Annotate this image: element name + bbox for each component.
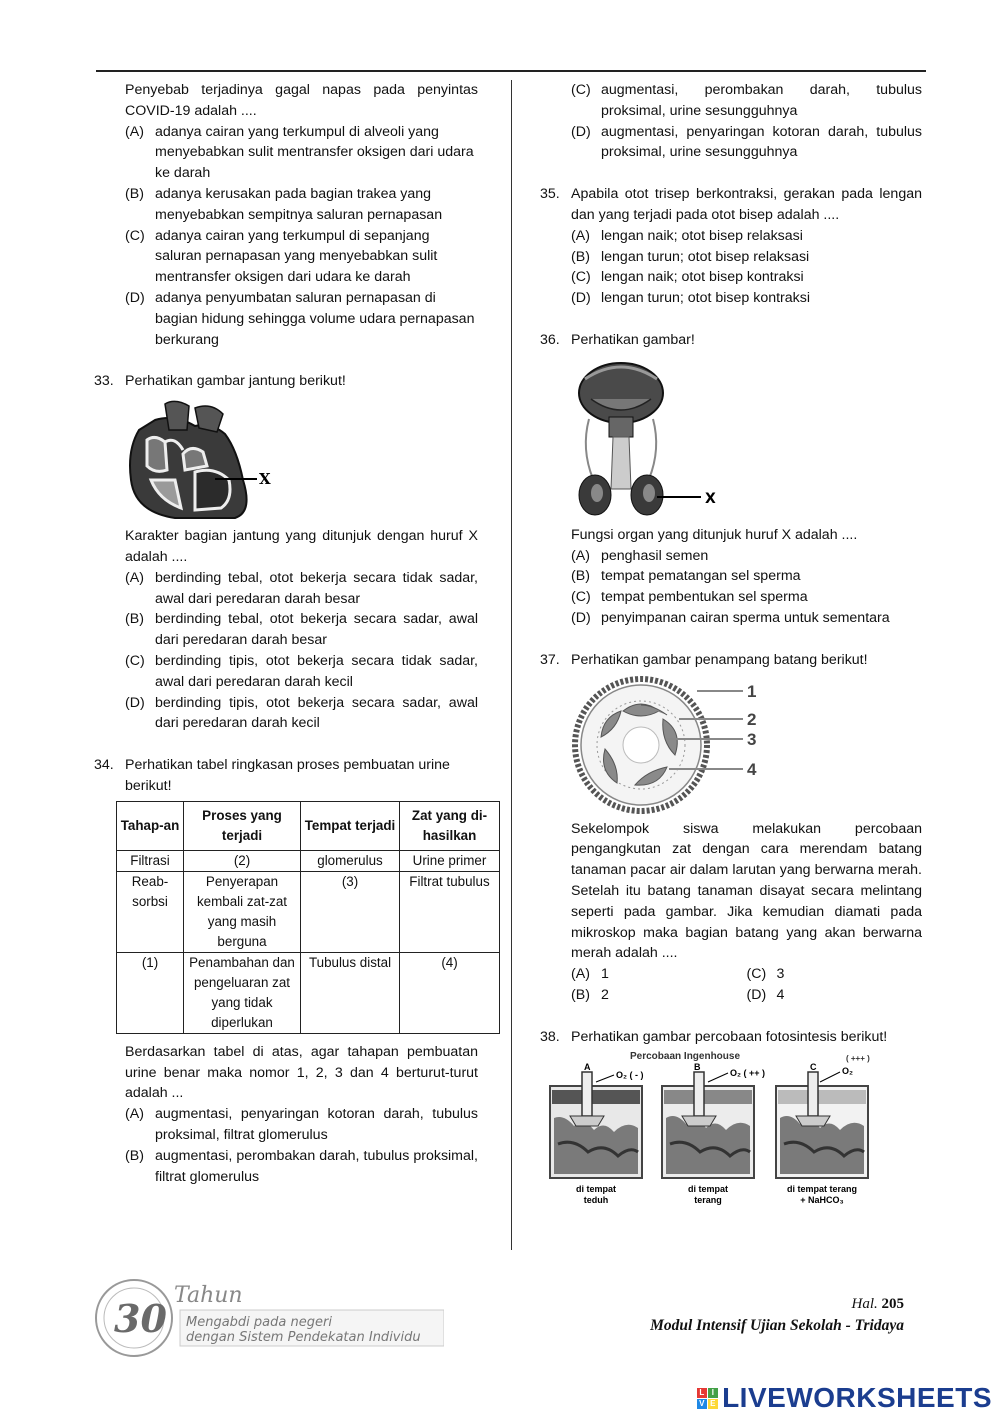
q37-stem: Perhatikan gambar penampang batang berikut! <box>571 651 868 668</box>
q37-option-c[interactable]: (C) 3 <box>746 966 785 983</box>
module-title: Modul Intensif Ujian Sekolah - Tridaya <box>650 1317 904 1334</box>
svg-text:A: A <box>584 1061 591 1072</box>
beaker-c-o2-level: ( +++ ) <box>846 1053 870 1063</box>
svg-text:O₂: O₂ <box>842 1065 853 1076</box>
table-header: Tempat terjadi <box>301 801 400 850</box>
q34-stem: Perhatikan tabel ringkasan proses pembuatan urine berikut! <box>125 757 450 794</box>
table-cell: (4) <box>400 952 500 1033</box>
table-row <box>117 871 500 952</box>
table-cell: Reab-sorbsi <box>117 871 184 952</box>
table-cell: Urine primer <box>400 850 500 871</box>
q33-option-c[interactable]: (C) berdinding tipis, otot bekerja secara tidak sadar, awal dari peredaran darah kecil <box>125 652 478 690</box>
svg-text:terang: terang <box>694 1194 722 1205</box>
beaker-c <box>776 1062 868 1205</box>
experiment-title: Percobaan Ingenhouse <box>630 1050 741 1062</box>
stem-label-4: 4 <box>747 759 757 779</box>
q32-options <box>94 122 478 351</box>
q34-options-right <box>540 80 922 163</box>
svg-text:di tempat: di tempat <box>687 1183 729 1194</box>
q37-option-a[interactable]: (A) 1 <box>571 966 609 983</box>
q33-option-a[interactable]: (A) berdinding tebal, otot bekerja secara tidak sadar, awal dari peredaran darah besar <box>125 569 478 607</box>
header-rule <box>96 70 926 72</box>
q35-options <box>540 226 922 309</box>
male-reproductive-diagram <box>571 359 741 521</box>
left-column <box>94 80 490 1187</box>
q37-number: 37. <box>540 651 560 668</box>
q34 <box>94 755 478 797</box>
organ-label-x: X <box>705 490 716 507</box>
table-row <box>117 952 500 1033</box>
q36-option-a[interactable]: (A) penghasil semen <box>571 547 709 564</box>
svg-text:B: B <box>694 1061 701 1072</box>
q32-option-d[interactable]: (D) adanya penyumbatan saluran pernapasan di bagian hidung sehingga volume udara pernapasan berkurang <box>125 289 475 348</box>
table-cell: Filtrasi <box>117 850 184 871</box>
q36-number: 36. <box>540 331 560 348</box>
q33 <box>94 371 478 392</box>
q36-option-d[interactable]: (D) penyimpanan cairan sperma untuk sementara <box>571 609 890 626</box>
table-cell: (2) <box>184 850 301 871</box>
urine-process-table <box>116 801 500 1034</box>
q36-option-b[interactable]: (B) tempat pematangan sel sperma <box>571 568 801 585</box>
table-cell: (3) <box>301 871 400 952</box>
q35-option-b[interactable]: (B) lengan turun; otot bisep relaksasi <box>571 248 810 265</box>
q33-number: 33. <box>94 373 114 390</box>
stem-label-2: 2 <box>747 709 757 729</box>
stem-label-1: 1 <box>747 681 757 701</box>
table-cell: Tubulus distal <box>301 952 400 1033</box>
anniversary-logo <box>94 1276 444 1360</box>
q38-stem: Perhatikan gambar percobaan fotosintesis berikut! <box>571 1028 888 1045</box>
logo-line-2: dengan Sistem Pendekatan Individu <box>186 1330 421 1345</box>
q34-option-d[interactable]: (D) augmentasi, penyaringan kotoran darah, tubulus proksimal, urine sesungguhnya <box>571 123 922 161</box>
q37 <box>540 650 922 671</box>
q34-option-c[interactable]: (C) augmentasi, perombakan darah, tubulus proksimal, urine sesungguhnya <box>571 82 922 119</box>
photosynthesis-experiment-diagram <box>544 1048 894 1210</box>
q37-option-b[interactable]: (B) 2 <box>571 986 609 1003</box>
svg-text:teduh: teduh <box>583 1194 609 1205</box>
heart-diagram <box>125 400 285 522</box>
q32-stem: Penyebab terjadinya gagal napas pada penyintas COVID-19 adalah .... <box>125 82 478 119</box>
svg-text:O₂ ( - ): O₂ ( - ) <box>616 1069 644 1080</box>
q35-number: 35. <box>540 186 560 203</box>
table-header: Tahap-an <box>117 801 184 850</box>
q36-options <box>540 546 922 629</box>
svg-text:O₂ ( ++ ): O₂ ( ++ ) <box>730 1067 766 1078</box>
logo-word: Tahun <box>174 1283 243 1308</box>
q32-option-a[interactable]: (A) adanya cairan yang terkumpul di alveoli yang menyebabkan sulit mentransfer oksigen dari udara ke darah <box>125 123 474 182</box>
beaker-b <box>662 1062 765 1205</box>
liveworksheets-logo-icon: L I V E <box>697 1388 718 1409</box>
liveworksheets-watermark: L I V E LIVEWORKSHEETS <box>697 1382 992 1414</box>
q34-option-b[interactable]: (B) augmentasi, perombakan darah, tubulus proksimal, filtrat glomerulus <box>125 1147 478 1185</box>
svg-text:C: C <box>810 1061 817 1072</box>
table-cell: Penyerapan kembali zat-zat yang masih berguna <box>184 871 301 952</box>
q33-question: Karakter bagian jantung yang ditunjuk dengan huruf X adalah .... <box>125 528 478 565</box>
q33-stem: Perhatikan gambar jantung berikut! <box>125 373 346 390</box>
q36-option-c[interactable]: (C) tempat pembentukan sel sperma <box>571 589 808 606</box>
q37-question: Sekelompok siswa melakukan percobaan pengangkutan zat dengan cara merendam batang tanaman pacar air dalam larutan yang berwarna merah. Setelah itu batang tanaman disayat secara melintang seperti pada gambar. Jika kemudian diamati pada mikroskop maka bagian batang yang akan berwarna merah adalah .... <box>571 820 922 962</box>
q36-stem: Perhatikan gambar! <box>571 331 695 348</box>
q34-options-left <box>94 1104 478 1187</box>
svg-text:di tempat terang: di tempat terang <box>786 1183 858 1194</box>
table-cell: glomerulus <box>301 850 400 871</box>
q35-option-d[interactable]: (D) lengan turun; otot bisep kontraksi <box>571 290 811 307</box>
svg-text:di tempat: di tempat <box>575 1183 617 1194</box>
q35-option-a[interactable]: (A) lengan naik; otot bisep relaksasi <box>571 227 803 244</box>
stem-cross-section-diagram <box>571 675 771 815</box>
q36 <box>540 330 922 351</box>
q35-stem: Apabila otot trisep berkontraksi, gerakan pada lengan dan yang terjadi pada otot bisep adalah .... <box>571 186 922 223</box>
logo-number: 30 <box>114 1296 167 1341</box>
q38 <box>540 1027 922 1048</box>
q32-option-c[interactable]: (C) adanya cairan yang terkumpul di sepanjang saluran pernapasan yang menyebabkan sulit mentransfer oksigen dari udara ke darah <box>125 227 438 286</box>
column-divider <box>511 80 512 1250</box>
heart-label-x: X <box>259 470 271 489</box>
q37-option-d[interactable]: (D) 4 <box>746 986 785 1003</box>
q33-options <box>94 568 478 734</box>
svg-text:+ NaHCO₃: + NaHCO₃ <box>800 1194 844 1205</box>
q32-option-b[interactable]: (B) adanya kerusakan pada bagian trakea yang menyebabkan sempitnya saluran pernapasan <box>125 185 443 223</box>
table-row <box>117 850 500 871</box>
q35 <box>540 184 922 226</box>
q34-number: 34. <box>94 757 114 774</box>
q36-question: Fungsi organ yang ditunjuk huruf X adalah .... <box>571 526 858 543</box>
q37-options <box>540 964 922 1006</box>
table-header: Proses yang terjadi <box>184 801 301 850</box>
right-column <box>540 80 922 1214</box>
q35-option-c[interactable]: (C) lengan naik; otot bisep kontraksi <box>571 269 804 286</box>
table-cell: (1) <box>117 952 184 1033</box>
q33-option-d[interactable]: (D) berdinding tipis, otot bekerja secara sadar, awal dari peredaran darah kecil <box>125 694 478 732</box>
page-number: Hal. 205 <box>851 1296 904 1312</box>
q38-number: 38. <box>540 1028 560 1045</box>
stem-label-3: 3 <box>747 729 757 749</box>
q33-option-b[interactable]: (B) berdinding tebal, otot bekerja secara sadar, awal dari peredaran darah besar <box>125 611 478 649</box>
beaker-a <box>550 1062 644 1205</box>
table-cell: Penambahan dan pengeluaran zat yang tidak diperlukan <box>184 952 301 1033</box>
table-header: Zat yang di-hasilkan <box>400 801 500 850</box>
q34-option-a[interactable]: (A) augmentasi, penyaringan kotoran darah, tubulus proksimal, filtrat glomerulus <box>125 1106 478 1143</box>
table-header-row <box>117 801 500 850</box>
table-cell: Filtrat tubulus <box>400 871 500 952</box>
q34-question: Berdasarkan tabel di atas, agar tahapan pembuatan urine benar maka nomor 1, 2, 3 dan 4 berturut-turut adalah ... <box>125 1043 478 1102</box>
logo-line-1: Mengabdi pada negeri <box>186 1315 332 1330</box>
